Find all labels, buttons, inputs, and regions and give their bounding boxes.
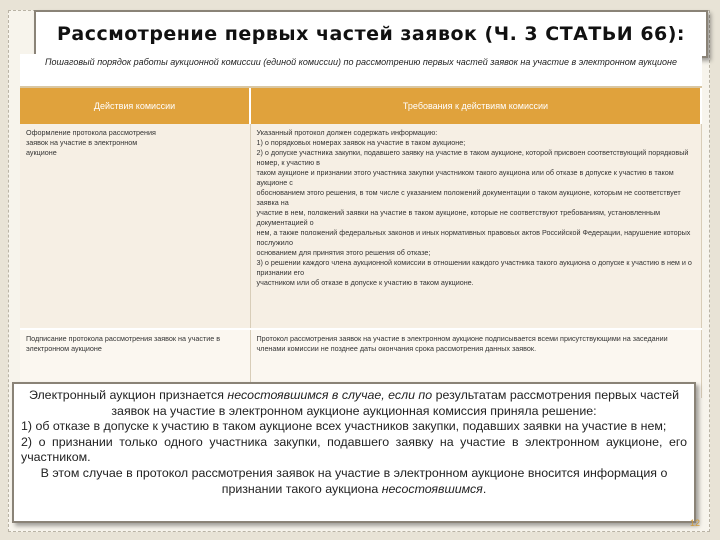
requirement-line: 1) о порядковых номерах заявок на участие в таком аукционе; xyxy=(256,138,466,147)
note-emphasis: несостоявшимся в случае, если по xyxy=(227,388,433,402)
slide-title: Рассмотрение первых частей заявок (Ч. 3 СТАТЬИ 66): xyxy=(34,10,708,58)
requirement-line: таком аукционе и признании этого участника закупки участником такого аукциона или об отказе в допуске к участию в таком аукционе с xyxy=(256,168,674,187)
note-conclusion xyxy=(21,466,687,497)
table-header-row xyxy=(20,88,701,124)
procedure-table-card xyxy=(20,54,702,384)
note-item-2: 2) о признании только одного участника закупки, подавшего заявку на участие в электронном аукционе, его участником. xyxy=(21,434,687,465)
requirements-cell xyxy=(250,124,701,329)
note-text: результатам рассмотрения первых частей заявок на участие в электронном аукционе аукционная комиссия приняла решение: xyxy=(111,388,680,418)
procedure-table xyxy=(20,88,702,398)
requirement-line: Указанный протокол должен содержать информацию: xyxy=(256,128,438,137)
requirement-line: Протокол рассмотрения заявок на участие в электронном аукционе подписывается всеми присутствующими на заседании членами комиссии не позднее даты окончания срока рассмотрения данных заявок. xyxy=(256,334,668,353)
action-cell: Оформление протокола рассмотрения заявок на участие в электронном аукционе xyxy=(20,124,250,329)
requirement-line: основанием для принятия этого решения об отказе; xyxy=(256,248,431,257)
requirement-line: обоснованием этого решения, в том числе с указанием положений документации о таком аукционе, которым не соответствует заявка на xyxy=(256,188,681,207)
column-header-requirements: Требования к действиям комиссии xyxy=(250,88,701,124)
note-emphasis: несостоявшимся xyxy=(381,481,483,496)
table-row xyxy=(20,124,701,329)
page-number: 12 xyxy=(690,518,701,528)
action-cell: Подписание протокола рассмотрения заявок на участие в электронном аукционе xyxy=(20,329,250,398)
requirement-line: участником или об отказе в допуске к участию в таком аукционе. xyxy=(256,278,474,287)
requirement-line: 3) о решении каждого члена аукционной комиссии в отношении каждого участника такого аукциона о допуске к участию в нем и о признании его xyxy=(256,258,692,277)
note-text: В этом случае в протокол рассмотрения заявок на участие в электронном аукционе вносится информация о признании такого аукциона xyxy=(40,465,668,496)
note-text: . xyxy=(482,481,487,496)
requirement-line: участие в нем, положений заявки на участие в таком аукционе, которые не соответствуют требованиям, установленным документацией о xyxy=(256,208,661,227)
column-header-actions: Действия комиссии xyxy=(20,88,250,124)
requirement-line: нем, а также положений федеральных законов и иных нормативных правовых актов Российской Федерации, нарушение которых послужило xyxy=(256,228,691,247)
requirement-line: 2) о допуске участника закупки, подавшего заявку на участие в таком аукционе, которой присвоен соответствующий порядковый номер, к участию в xyxy=(256,148,689,167)
failed-auction-note xyxy=(12,382,696,523)
table-intro: Пошаговый порядок работы аукционной комиссии (единой комиссии) по рассмотрению первых частей заявок на участие в электронном аукционе xyxy=(20,54,702,88)
note-item-1: 1) об отказе в допуске к участию в таком аукционе всех участников закупки, подавших заявки на участие в нем; xyxy=(21,419,667,434)
note-intro xyxy=(21,388,687,419)
note-text: Электронный аукцион признается xyxy=(28,388,228,402)
